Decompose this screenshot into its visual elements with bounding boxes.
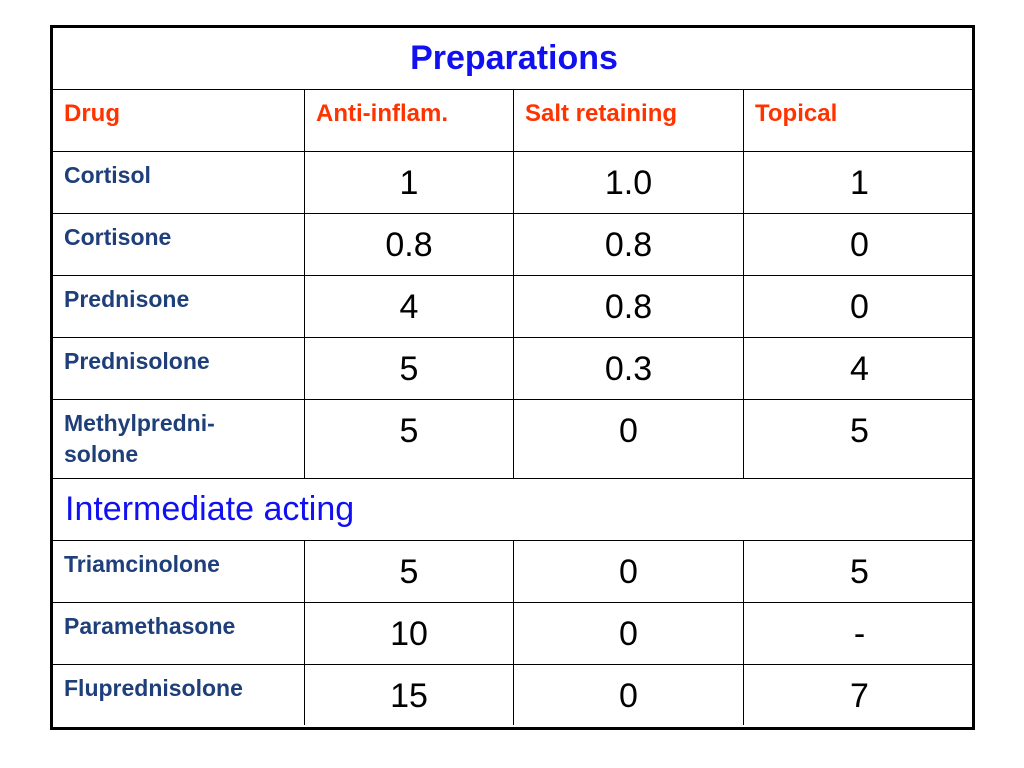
topical-value: 4 (744, 338, 975, 400)
header-topical: Topical (744, 90, 975, 152)
header-anti-inflam: Anti-inflam. (305, 90, 514, 152)
drug-name: Prednisolone (53, 338, 305, 400)
salt-retaining-value: 0.8 (514, 214, 744, 276)
anti-inflam-value: 10 (305, 603, 514, 665)
drug-name: Paramethasone (53, 603, 305, 665)
anti-inflam-value: 5 (305, 400, 514, 479)
salt-retaining-value: 0 (514, 541, 744, 603)
topical-value: - (744, 603, 975, 665)
header-salt-retaining: Salt retaining (514, 90, 744, 152)
anti-inflam-value: 4 (305, 276, 514, 338)
salt-retaining-value: 0 (514, 665, 744, 725)
anti-inflam-value: 1 (305, 152, 514, 214)
salt-retaining-value: 0 (514, 603, 744, 665)
drug-name: Prednisone (53, 276, 305, 338)
salt-retaining-value: 0.3 (514, 338, 744, 400)
drug-name: Cortisone (53, 214, 305, 276)
salt-retaining-value: 1.0 (514, 152, 744, 214)
section-heading: Intermediate acting (53, 479, 975, 541)
header-drug: Drug (53, 90, 305, 152)
anti-inflam-value: 5 (305, 541, 514, 603)
salt-retaining-value: 0.8 (514, 276, 744, 338)
anti-inflam-value: 5 (305, 338, 514, 400)
anti-inflam-value: 0.8 (305, 214, 514, 276)
drug-name: Fluprednisolone (53, 665, 305, 725)
topical-value: 1 (744, 152, 975, 214)
topical-value: 0 (744, 214, 975, 276)
topical-value: 5 (744, 400, 975, 479)
salt-retaining-value: 0 (514, 400, 744, 479)
topical-value: 0 (744, 276, 975, 338)
preparations-table (50, 25, 975, 730)
drug-name: Triamcinolone (53, 541, 305, 603)
drug-name: Methylpredni- solone (53, 400, 305, 479)
drug-name: Cortisol (53, 152, 305, 214)
table-title: Preparations (53, 28, 975, 90)
anti-inflam-value: 15 (305, 665, 514, 725)
topical-value: 5 (744, 541, 975, 603)
topical-value: 7 (850, 677, 869, 715)
